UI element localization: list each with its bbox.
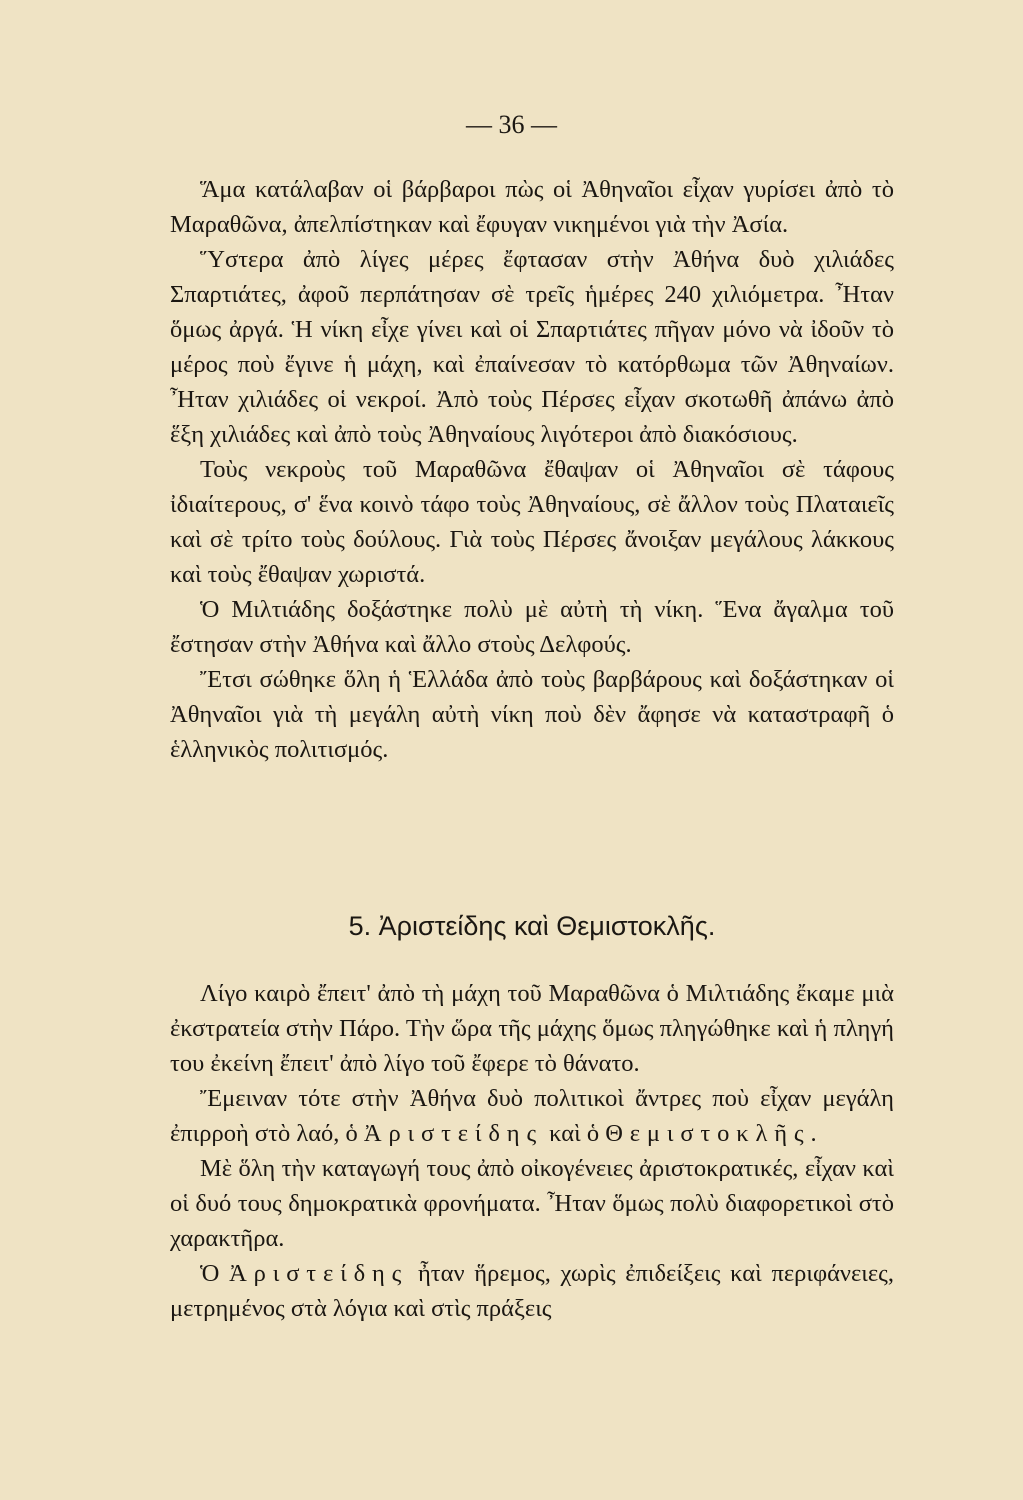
text-run: καὶ ὁ [543, 1120, 606, 1147]
paragraph: Ἔτσι σώθηκε ὅλη ἡ Ἑλλάδα ἀπὸ τοὺς βαρβάρους καὶ δοξάστηκαν οἱ Ἀθηναῖοι γιὰ τὴ μεγάλη αὐτὴ νίκη ποὺ δὲν ἄφησε νὰ καταστραφῆ ὁ ἑλληνικὸς πολιτισμός. [170, 666, 894, 763]
spaced-name-aristeides: Ἀριστείδης [229, 1260, 409, 1287]
section-heading: 5. Ἀριστείδης καὶ Θεμιστοκλῆς. [348, 911, 716, 941]
text-run: . [810, 1120, 817, 1147]
text-run: Ὁ [200, 1260, 230, 1287]
paragraph: Ὕστερα ἀπὸ λίγες μέρες ἔφτασαν στὴν Ἀθήνα δυὸ χιλιάδες Σπαρτιάτες, ἀφοῦ περπάτησαν σὲ τρεῖς ἡμέρες 240 χιλιόμετρα. Ἦταν ὅμως ἀργά. Ἡ νίκη εἶχε γίνει καὶ οἱ Σπαρτιάτες πῆγαν μόνο νὰ ἰδοῦν τὸ μέρος ποὺ ἔγινε ἡ μάχη, καὶ ἐπαίνεσαν τὸ κατόρθωμα τῶν Ἀθηναίων. Ἦταν χιλιάδες οἱ νεκροί. Ἀπὸ τοὺς Πέρσες εἶχαν σκοτωθῆ ἀπάνω ἀπὸ ἕξη χιλιάδες καὶ ἀπὸ τοὺς Ἀθηναίους λιγότεροι ἀπὸ διακόσιους. [170, 246, 894, 448]
paragraph [170, 1081, 894, 1151]
paragraph: Ὁ Μιλτιάδης δοξάστηκε πολὺ μὲ αὐτὴ τὴ νίκη. Ἕνα ἄγαλμα τοῦ ἔστησαν στὴν Ἀθήνα καὶ ἄλλο στοὺς Δελφούς. [170, 596, 894, 658]
paragraph: Μὲ ὅλη τὴν καταγωγή τους ἀπὸ οἰκογένειες ἀριστοκρατικές, εἶχαν καὶ οἱ δυό τους δημοκρατικὰ φρονήματα. Ἦταν ὅμως πολὺ διαφορετικοὶ στὸ χαρακτῆρα. [170, 1155, 894, 1252]
paragraph: Λίγο καιρὸ ἔπειτ' ἀπὸ τὴ μάχη τοῦ Μαραθῶνα ὁ Μιλτιάδης ἔκαμε μιὰ ἐκστρατεία στὴν Πάρο. Τὴν ὥρα τῆς μάχης ὅμως πληγώθηκε καὶ ἡ πληγή του ἐκείνη ἔπειτ' ἀπὸ λίγο τοῦ ἔφερε τὸ θάνατο. [170, 980, 894, 1077]
text-run: Ἔμειναν τότε στὴν Ἀθήνα δυὸ πολιτικοὶ ἄντρες ποὺ εἶχαν μεγάλη ἐπιρροὴ στὸ λαό, ὁ [170, 1085, 894, 1147]
page-number: — 36 — [466, 110, 557, 139]
spaced-name-themistocles: Θεμιστοκλῆς [605, 1120, 811, 1147]
section-text [170, 976, 894, 1326]
paragraph: Ἅμα κατάλαβαν οἱ βάρβαροι πὼς οἱ Ἀθηναῖοι εἶχαν γυρίσει ἀπὸ τὸ Μαραθῶνα, ἀπελπίστηκαν καὶ ἔφυγαν νικημένοι γιὰ τὴν Ἀσία. [170, 176, 894, 238]
marathon-aftermath-text [170, 172, 894, 767]
spaced-name-aristeides: Ἀριστείδης [363, 1120, 544, 1147]
text-run: ἦταν ἥρεμος, χωρὶς ἐπιδείξεις καὶ περιφάνειες, μετρημένος στὰ λόγια καὶ στὶς πράξεις [170, 1260, 894, 1322]
paragraph [170, 1256, 894, 1326]
paragraph: Τοὺς νεκροὺς τοῦ Μαραθῶνα ἔθαψαν οἱ Ἀθηναῖοι σὲ τάφους ἰδιαίτερους, σ' ἕνα κοινὸ τάφο τοὺς Ἀθηναίους, σὲ ἄλλον τοὺς Πλαταιεῖς καὶ σὲ τρίτο τοὺς δούλους. Γιὰ τοὺς Πέρσες ἄνοιξαν μεγάλους λάκκους καὶ τοὺς ἔθαψαν χωριστά. [170, 456, 894, 588]
